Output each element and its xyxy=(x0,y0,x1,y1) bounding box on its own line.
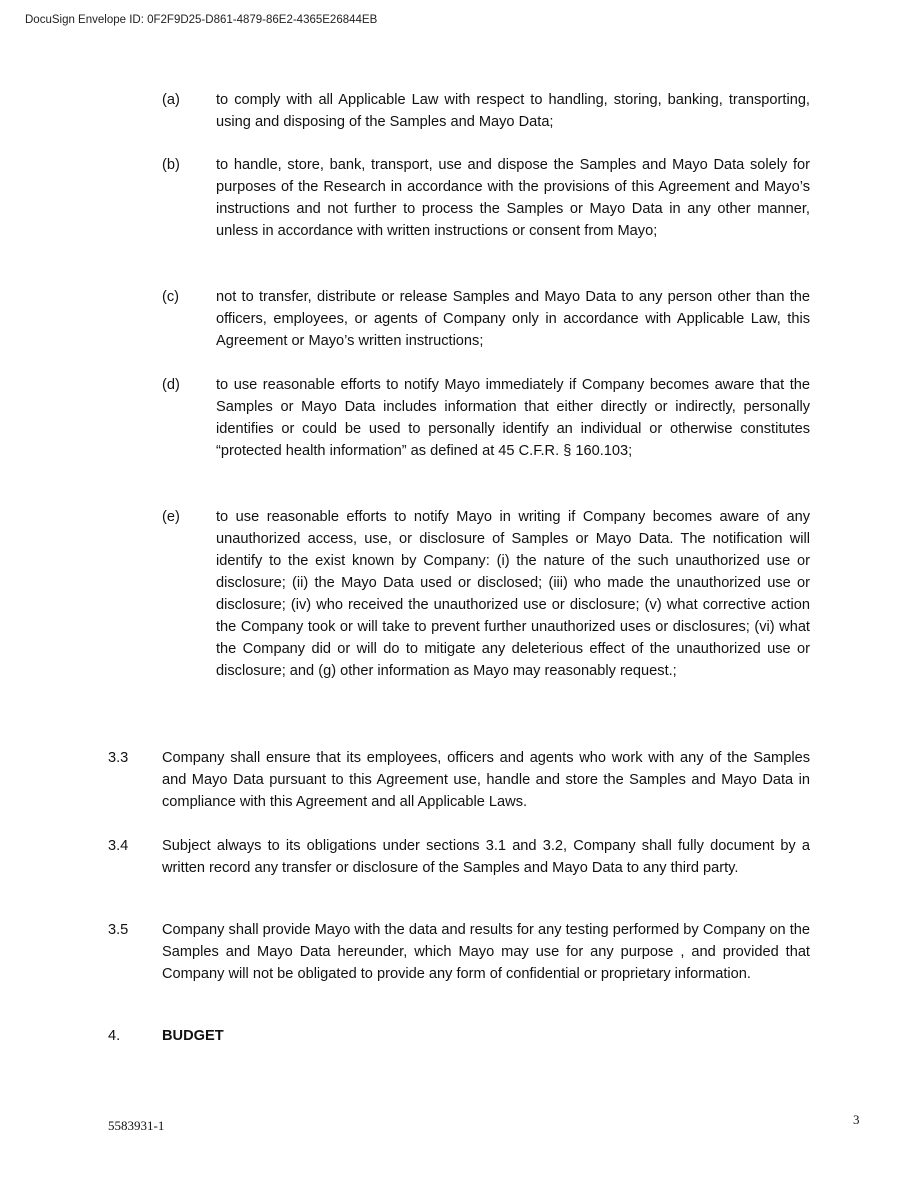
section-text: Company shall provide Mayo with the data and results for any testing performed by Company on the Samples and Mayo Data hereunder, which Mayo may use for any purpose , and provided that Company will not be obligated to provide any form of confidential or proprietary information. xyxy=(162,922,810,982)
subitem-text: to use reasonable efforts to notify Mayo in writing if Company becomes aware of any unauthorized access, use, or disclosure of Samples or Mayo Data. The notification will identify to the exist known by Company: (i) the nature of the such unauthorized use or disclosure; (ii) the Mayo Data used or disclosed; (iii) who made the unauthorized use or disclosure; (iv) who received the unauthorized use or disclosure; (v) what corrective action the Company took or will take to prevent further unauthorized uses or disclosures; (vi) what the Company did or will do to mitigate any deleterious effect of the unauthorized use or disclosure; and (g) other information as Mayo may reasonably request.; xyxy=(216,509,810,679)
section-number: 3.3 xyxy=(108,750,129,766)
section-text: Subject always to its obligations under sections 3.1 and 3.2, Company shall fully document by a written record any transfer or disclosure of the Samples and Mayo Data to any third party. xyxy=(162,838,810,876)
page-number: 3 xyxy=(853,1112,860,1127)
subitem-label: (e) xyxy=(162,509,180,525)
subitem-label: (b) xyxy=(162,157,180,173)
subitem-text: to comply with all Applicable Law with respect to handling, storing, banking, transporting, using and disposing of the Samples and Mayo Data; xyxy=(216,92,810,130)
subitem-text: not to transfer, distribute or release Samples and Mayo Data to any person other than the officers, employees, or agents of Company only in accordance with Applicable Law, this Agreement or Mayo’s written instructions; xyxy=(216,289,810,349)
envelope-id: DocuSign Envelope ID: 0F2F9D25-D861-4879-86E2-4365E26844EB xyxy=(25,14,378,26)
section-number: 3.5 xyxy=(108,922,129,938)
subitem-text: to handle, store, bank, transport, use and dispose the Samples and Mayo Data solely for purposes of the Research in accordance with the provisions of this Agreement and Mayo’s instructions and not further to process the Samples or Mayo Data in any other manner, unless in accordance with written instructions or consent from Mayo; xyxy=(216,157,810,239)
subitem-label: (a) xyxy=(162,92,180,108)
subitem-text: to use reasonable efforts to notify Mayo immediately if Company becomes aware that the Samples or Mayo Data includes information that either directly or indirectly, personally identifies or could be used to personally identify an individual or otherwise constitutes “protected health information” as defined at 45 C.F.R. § 160.103; xyxy=(216,377,810,459)
section-text: Company shall ensure that its employees, officers and agents who work with any of the Samples and Mayo Data pursuant to this Agreement use, handle and store the Samples and Mayo Data in compliance with this Agreement and all Applicable Laws. xyxy=(162,750,810,810)
subitem-label: (c) xyxy=(162,289,180,305)
section-heading: BUDGET xyxy=(162,1028,224,1044)
section-number: 4. xyxy=(108,1028,121,1044)
subitem-label: (d) xyxy=(162,377,180,393)
section-number: 3.4 xyxy=(108,838,129,854)
document-number: 5583931-1 xyxy=(108,1118,165,1133)
